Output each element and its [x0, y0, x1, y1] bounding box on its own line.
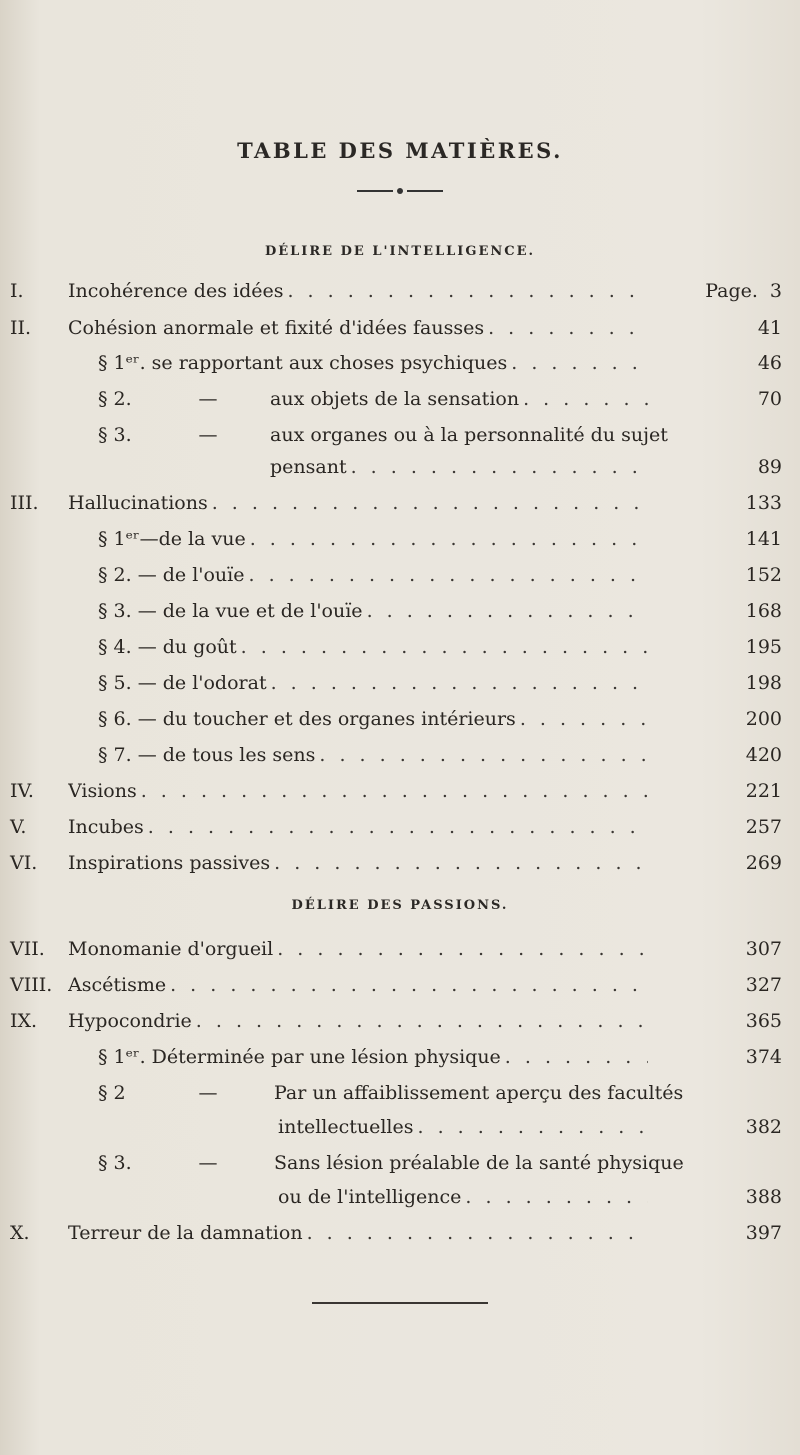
toc-subentry — [0, 632, 800, 662]
subsection-title: Par un affaiblissement aperçu des facultés — [274, 1082, 684, 1104]
toc-entry — [0, 848, 800, 878]
subsection-title: § 6. — du toucher et des organes intérieurs — [98, 708, 516, 730]
chapter-number: VIII. — [10, 974, 53, 996]
toc-subentry — [0, 1148, 800, 1178]
subsection-title-continued: intellectuelles — [278, 1116, 414, 1138]
chapter-number: VII. — [10, 938, 45, 960]
toc-entry — [0, 1218, 800, 1248]
page-number: 3 — [769, 280, 782, 302]
toc-entry — [0, 276, 800, 306]
page-number: 327 — [745, 974, 782, 996]
dot-leader — [249, 560, 649, 590]
subsection-title: § 2. — de l'ouïe — [98, 564, 245, 586]
dot-leader — [367, 596, 648, 626]
dot-leader — [196, 1006, 648, 1036]
entry-title: Incohérence des idées — [68, 280, 284, 302]
toc-subentry — [0, 668, 800, 698]
dot-leader — [212, 488, 648, 518]
toc-subentry-continued — [0, 452, 800, 482]
dot-leader — [505, 1042, 648, 1072]
subsection-title-continued: pensant — [270, 456, 347, 478]
toc-entry — [0, 970, 800, 1000]
toc-entry — [0, 1006, 800, 1036]
page-number: 221 — [745, 780, 782, 802]
toc-subentry-continued — [0, 1182, 800, 1212]
section-heading-passions: DÉLIRE DES PASSIONS. — [291, 898, 509, 913]
subsection-title: aux organes ou à la personnalité du sujet — [270, 424, 668, 446]
page-number: 397 — [745, 1222, 782, 1244]
toc-subentry — [0, 1042, 800, 1072]
subsection-title: § 1ᵉʳ. Déterminée par une lésion physique — [98, 1046, 501, 1068]
page-number: 200 — [745, 708, 782, 730]
end-rule — [312, 1302, 488, 1304]
page-number: 374 — [745, 1046, 782, 1068]
subsection-number: § 3. — [98, 1152, 132, 1174]
toc-subentry-continued — [0, 1112, 800, 1142]
toc-entry — [0, 776, 800, 806]
entry-title: Hypocondrie — [68, 1010, 192, 1032]
dot-leader — [351, 452, 648, 482]
ditto-dash: — — [198, 1152, 218, 1174]
toc-subentry — [0, 524, 800, 554]
page-title: TABLE DES MATIÈRES. — [237, 138, 563, 163]
dot-leader — [241, 632, 648, 662]
entry-title: Cohésion anormale et fixité d'idées fausses — [68, 317, 485, 339]
subsection-title: § 7. — de tous les sens — [98, 744, 316, 766]
subsection-title: aux objets de la sensation — [270, 388, 520, 410]
toc-subentry — [0, 1078, 800, 1108]
dot-leader — [488, 313, 648, 343]
dot-leader — [319, 740, 648, 770]
dot-leader — [170, 970, 648, 1000]
entry-title: Monomanie d'orgueil — [68, 938, 274, 960]
section-heading-intelligence: DÉLIRE DE L'INTELLIGENCE. — [264, 244, 536, 259]
entry-title: Hallucinations — [68, 492, 208, 514]
chapter-number: III. — [10, 492, 39, 514]
dot-leader — [523, 384, 648, 414]
toc-entry — [0, 812, 800, 842]
subsection-title: § 4. — du goût — [98, 636, 237, 658]
dot-leader — [271, 668, 648, 698]
subsection-number: § 2 — [98, 1082, 126, 1104]
page-number: 46 — [757, 352, 782, 374]
page-number: 307 — [745, 938, 782, 960]
subsection-title: § 5. — de l'odorat — [98, 672, 267, 694]
chapter-number: VI. — [10, 852, 38, 874]
entry-title: Terreur de la damnation — [68, 1222, 303, 1244]
page-number: 141 — [745, 528, 782, 550]
dot-leader — [148, 812, 648, 842]
toc-subentry — [0, 740, 800, 770]
toc-entry — [0, 488, 800, 518]
dot-leader — [465, 1182, 648, 1212]
toc-subentry — [0, 420, 800, 450]
page-number: 133 — [745, 492, 782, 514]
dot-leader — [307, 1218, 648, 1248]
page-number: 89 — [757, 456, 782, 478]
subsection-title: § 1ᵉʳ—de la vue — [98, 528, 246, 550]
page-number: 70 — [757, 388, 782, 410]
dot-leader — [141, 776, 648, 806]
page-number: 388 — [745, 1186, 782, 1208]
entry-title: Ascétisme — [68, 974, 167, 996]
chapter-number: X. — [10, 1222, 30, 1244]
subsection-title: § 3. — de la vue et de l'ouïe — [98, 600, 363, 622]
entry-title: Inspirations passives — [68, 852, 271, 874]
chapter-number: IV. — [10, 780, 34, 802]
page-number: 257 — [745, 816, 782, 838]
page-number: 269 — [745, 852, 782, 874]
ditto-dash: — — [198, 1082, 218, 1104]
dot-leader — [277, 934, 648, 964]
chapter-number: V. — [10, 816, 27, 838]
dot-leader — [250, 524, 648, 554]
subsection-number: § 2. — [98, 388, 132, 410]
toc-entry — [0, 934, 800, 964]
page-number: 152 — [745, 564, 782, 586]
ditto-dash: — — [198, 388, 218, 410]
chapter-number: I. — [10, 280, 24, 302]
page-number: 382 — [745, 1116, 782, 1138]
dot-leader — [418, 1112, 649, 1142]
ditto-dash: — — [198, 424, 218, 446]
subsection-title: Sans lésion préalable de la santé physique — [274, 1152, 684, 1174]
dot-leader — [287, 276, 648, 306]
subsection-number: § 3. — [98, 424, 132, 446]
page-number: 168 — [745, 600, 782, 622]
dot-leader — [274, 848, 648, 878]
page-number: 41 — [757, 317, 782, 339]
toc-subentry — [0, 596, 800, 626]
toc-subentry — [0, 348, 800, 378]
dot-leader — [520, 704, 648, 734]
page-word: Page. — [705, 280, 758, 302]
toc-subentry — [0, 384, 800, 414]
page-number: 195 — [745, 636, 782, 658]
subsection-title: § 1ᵉʳ. se rapportant aux choses psychiques — [98, 352, 508, 374]
toc-subentry — [0, 560, 800, 590]
toc-entry — [0, 313, 800, 343]
subsection-title-continued: ou de l'intelligence — [278, 1186, 462, 1208]
dot-leader — [511, 348, 648, 378]
entry-title: Visions — [68, 780, 137, 802]
toc-subentry — [0, 704, 800, 734]
title-ornament — [357, 188, 443, 194]
entry-title: Incubes — [68, 816, 144, 838]
page-number: 198 — [745, 672, 782, 694]
page-number: 365 — [745, 1010, 782, 1032]
chapter-number: IX. — [10, 1010, 38, 1032]
chapter-number: II. — [10, 317, 32, 339]
page-number: 420 — [745, 744, 782, 766]
